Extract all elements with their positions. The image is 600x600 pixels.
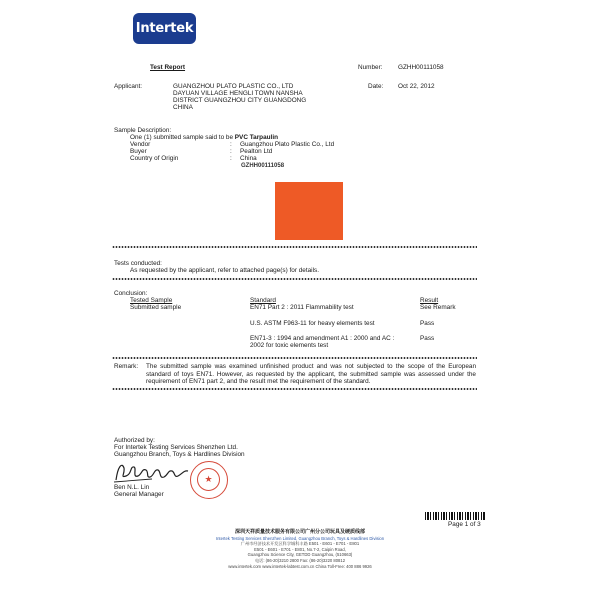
submitted-sample: Submitted sample — [130, 304, 182, 311]
star-divider — [112, 357, 477, 359]
standard-cell-cont: 2002 for toxic elements test — [250, 342, 329, 349]
applicant-line: CHINA — [173, 104, 193, 111]
vendor-value: Guangzhou Plato Plastic Co., Ltd — [240, 141, 335, 148]
star-divider — [112, 278, 477, 280]
sign-org: For Intertek Testing Services Shenzhen Ltd. — [114, 444, 238, 451]
sample-heading: Sample Description: — [114, 127, 172, 134]
footer-web: www.intertek.com www.intertek-labtest.com.cn China Toll-Free: 400 886 9926 — [228, 564, 372, 569]
sign-division: Guangzhou Branch, Toys & Hardlines Division — [114, 451, 245, 458]
signer-name: Ben N.L. Lin — [114, 484, 150, 491]
date-value: Oct 22, 2012 — [398, 83, 435, 90]
result-cell: Pass — [420, 335, 435, 342]
authorized-by: Authorized by: — [114, 437, 155, 444]
remark-text: The submitted sample was examined unfinished product and was not subjected to the scope of the European standard of toys EN71. However, as requested by the applicant, the submitted sample was assessed under the requirement of EN71 part 2, and the result met the requirement of the standard. — [146, 363, 476, 386]
orange-tarpaulin-swatch — [275, 182, 343, 240]
sample-product-name: PVC Tarpaulin — [234, 134, 278, 141]
tests-heading: Tests conducted: — [114, 260, 162, 267]
standard-cell: EN71-3 : 1994 and amendment A1 : 2000 and AC : — [250, 335, 395, 342]
handwritten-signature — [112, 458, 192, 486]
applicant-line: DISTRICT GUANGZHOU CITY GUANGDONG — [173, 97, 307, 104]
conclusion-heading: Conclusion: — [114, 290, 148, 297]
report-title: Test Report — [150, 64, 186, 71]
origin-sep: : — [230, 155, 232, 162]
vendor-sep: : — [230, 141, 232, 148]
col-standard: Standard — [250, 297, 276, 304]
signer-title: General Manager — [114, 491, 164, 498]
applicant-label: Applicant: — [114, 83, 143, 90]
col-result: Result — [420, 297, 439, 304]
footer-english-name: Intertek Testing Services Shenzhen Limited, Guangzhou Branch, Toys & Hardlines Division — [215, 536, 385, 541]
seal-inner-ring — [197, 468, 220, 491]
standard-cell: U.S. ASTM F963-11 for heavy elements test — [250, 320, 375, 327]
sample-photo-id: GZHH00111058 — [241, 163, 285, 169]
number-value: GZHH00111058 — [398, 64, 444, 71]
sample-intro-text: One (1) submitted sample said to be — [130, 134, 235, 141]
footer-address-1: E501 - E601 - E701 - E801, No.7-2, Caipin Road, — [254, 547, 346, 552]
applicant-line: DAYUAN VILLAGE HENGLI TOWN NANSHA — [173, 90, 303, 97]
remark-label: Remark: — [114, 363, 139, 370]
buyer-sep: : — [230, 148, 232, 155]
standard-cell: EN71 Part 2 : 2011 Flammability test — [250, 304, 354, 311]
company-seal — [190, 461, 228, 499]
result-cell: Pass — [420, 320, 435, 327]
applicant-line: GUANGZHOU PLATO PLASTIC CO., LTD — [173, 83, 294, 90]
footer-phone: 电话: (86-20)3210 2800 Fax: (86-20)3220 80812 — [254, 558, 346, 563]
barcode — [425, 512, 485, 520]
origin-label: Country of Origin — [130, 155, 179, 162]
footer-address-2: Guangzhou Science City, GETDD Guangzhou, (510663) — [247, 552, 353, 557]
result-cell: See Remark — [420, 304, 456, 311]
intertek-logo: Intertek — [133, 13, 196, 44]
sample-photo — [239, 162, 347, 242]
page-number: Page 1 of 3 — [448, 521, 481, 528]
origin-value: China — [240, 155, 257, 162]
star-divider — [112, 246, 477, 248]
buyer-value: Pealton Ltd — [240, 148, 273, 155]
tests-text: As requested by the applicant, refer to attached page(s) for details. — [130, 267, 319, 274]
seal-star-icon: ★ — [204, 474, 213, 484]
col-tested-sample: Tested Sample — [130, 297, 173, 304]
number-label: Number: — [358, 64, 383, 71]
footer-address-cn: 广州市经济技术开发区科学城科丰路 E501 - E601 - E701 - E801 — [240, 541, 360, 546]
star-divider — [112, 388, 477, 390]
date-label: Date: — [368, 83, 384, 90]
buyer-label: Buyer — [130, 148, 147, 155]
vendor-label: Vendor — [130, 141, 151, 148]
footer-chinese-name: 深圳天祥质量技术服务有限公司广州分公司玩具及硬质线部 — [234, 529, 365, 535]
